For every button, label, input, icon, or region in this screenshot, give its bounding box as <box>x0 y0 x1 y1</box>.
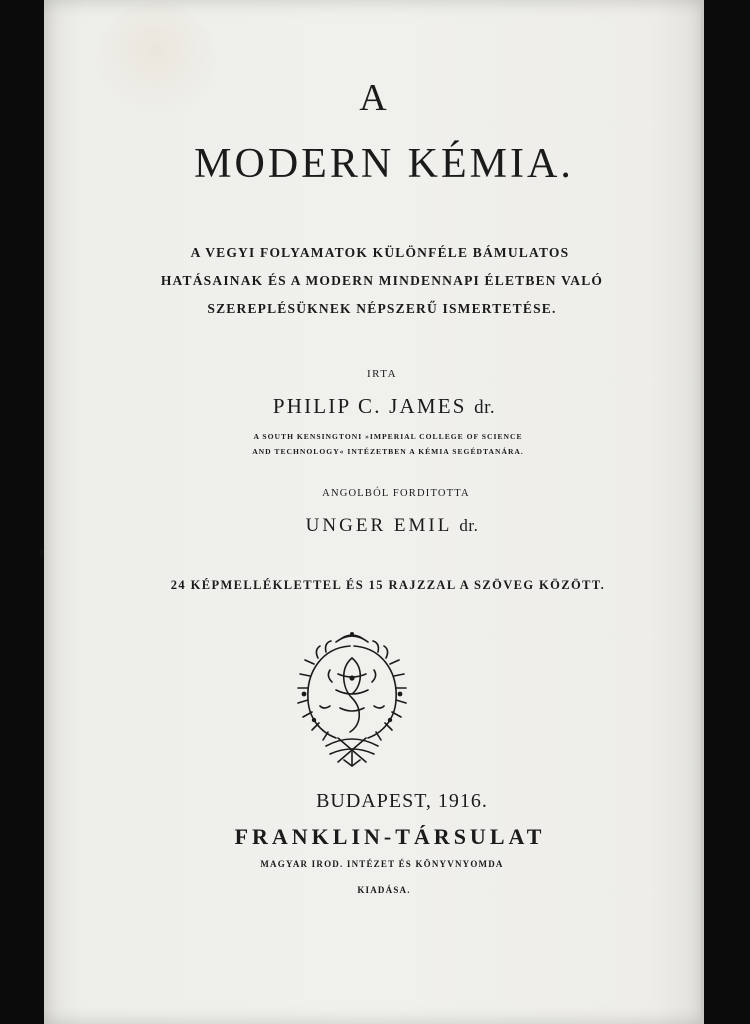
translator-label: ANGOLBÓL FORDITOTTA <box>322 488 470 499</box>
author-title: dr. <box>474 397 496 418</box>
subtitle-line-3: SZEREPLÉSÜKNEK NÉPSZERŰ ISMERTETÉSE. <box>207 301 557 316</box>
author-line <box>54 394 714 419</box>
author-affiliation-2: AND TECHNOLOGY« INTÉZETBEN A KÉMIA SEGÉDTANÁRA. <box>252 447 524 456</box>
translator-line <box>62 515 722 537</box>
subtitle-line-1: A VEGYI FOLYAMATOK KÜLÖNFÉLE BÁMULATOS <box>190 245 570 260</box>
printer-name: MAGYAR IROD. INTÉZET ÉS KÖNYVNYOMDA <box>260 859 504 869</box>
author-affiliation-1: A SOUTH KENSINGTONI »IMPERIAL COLLEGE OF SCIENCE <box>253 432 523 441</box>
illustrations-note: 24 KÉPMELLÉKLETTEL ÉS 15 RAJZZAL A SZÖVEG KÖZÖTT. <box>170 578 606 592</box>
translator-name: UNGER EMIL <box>305 515 452 536</box>
author-name: PHILIP C. JAMES <box>272 394 467 418</box>
publisher-name: FRANKLIN-TÁRSULAT <box>234 824 546 849</box>
wreath-emblem-icon <box>292 628 412 768</box>
author-label: IRTA <box>366 368 398 380</box>
title-page <box>44 0 704 1024</box>
place-and-year: BUDAPEST, 1916. <box>316 790 488 812</box>
translator-title: dr. <box>459 516 479 535</box>
issued-label: KIADÁSA. <box>357 885 411 895</box>
subtitle-line-2: HATÁSAINAK ÉS A MODERN MINDENNAPI ÉLETBEN VALÓ <box>160 273 604 288</box>
title-article: A <box>359 77 389 119</box>
book-title: MODERN KÉMIA. <box>194 141 574 187</box>
